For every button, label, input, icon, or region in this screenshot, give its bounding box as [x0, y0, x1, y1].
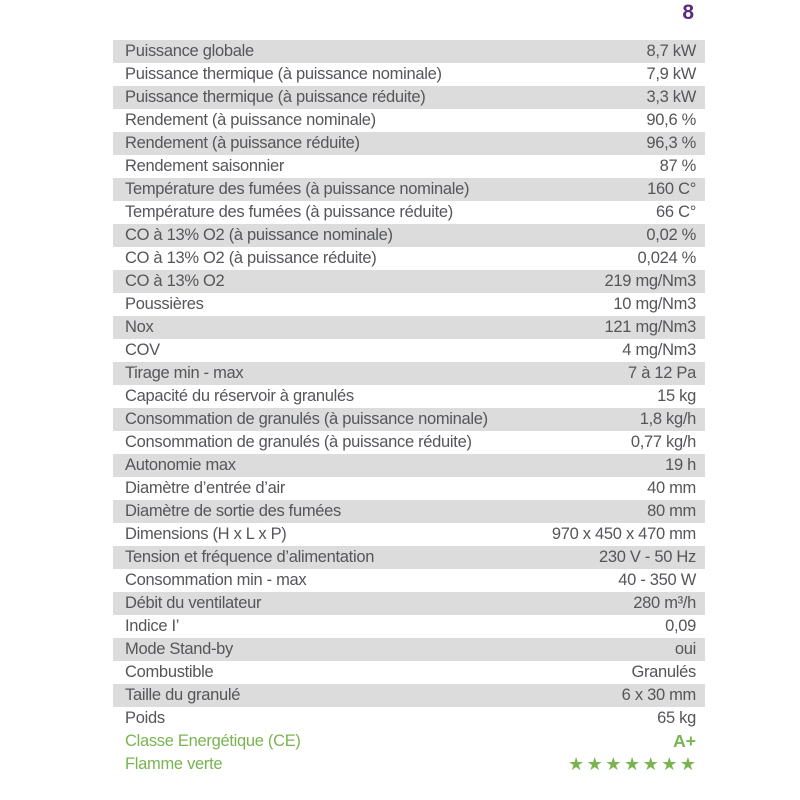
spec-label: Flamme verte — [125, 755, 223, 773]
spec-value: 6 x 30 mm — [621, 686, 696, 704]
spec-row — [113, 362, 705, 385]
energy-class-row — [113, 730, 705, 753]
spec-row — [113, 155, 705, 178]
spec-row — [113, 523, 705, 546]
spec-label: Diamètre d’entrée d’air — [125, 479, 286, 497]
spec-label: Tirage min - max — [125, 364, 244, 382]
spec-label: Rendement (à puissance réduite) — [125, 134, 360, 152]
spec-value: 1,8 kg/h — [639, 410, 696, 428]
star-rating: ★★★★★★★ — [568, 754, 699, 774]
spec-value: 96,3 % — [646, 134, 696, 152]
spec-row — [113, 477, 705, 500]
spec-row — [113, 661, 705, 684]
spec-row — [113, 293, 705, 316]
spec-label: CO à 13% O2 (à puissance réduite) — [125, 249, 377, 267]
spec-row — [113, 40, 705, 63]
spec-row — [113, 707, 705, 730]
spec-label: Dimensions (H x L x P) — [125, 525, 287, 543]
spec-row — [113, 63, 705, 86]
spec-label: CO à 13% O2 — [125, 272, 225, 290]
spec-value: 230 V - 50 Hz — [599, 548, 696, 566]
spec-value: 0,024 % — [637, 249, 696, 267]
spec-label: Indice I’ — [125, 617, 180, 635]
spec-row — [113, 316, 705, 339]
spec-label: COV — [125, 341, 160, 359]
spec-value: 80 mm — [647, 502, 696, 520]
spec-label: Puissance thermique (à puissance nominale) — [125, 65, 442, 83]
spec-row — [113, 638, 705, 661]
spec-value: 40 mm — [647, 479, 696, 497]
spec-row — [113, 132, 705, 155]
spec-row — [113, 86, 705, 109]
spec-label: Poussières — [125, 295, 204, 313]
spec-value: 0,02 % — [646, 226, 696, 244]
spec-value: 7 à 12 Pa — [628, 364, 696, 382]
spec-row — [113, 247, 705, 270]
spec-label: Consommation de granulés (à puissance nominale) — [125, 410, 488, 428]
spec-value: A+ — [673, 731, 696, 751]
spec-value: 0,09 — [665, 617, 696, 635]
spec-row — [113, 431, 705, 454]
spec-value: 3,3 kW — [646, 88, 696, 106]
spec-label: Mode Stand-by — [125, 640, 233, 658]
spec-value: 87 % — [659, 157, 696, 175]
spec-label: Consommation min - max — [125, 571, 307, 589]
spec-value: 0,77 kg/h — [630, 433, 696, 451]
spec-value: 10 mg/Nm3 — [613, 295, 696, 313]
spec-label: Température des fumées (à puissance nominale) — [125, 180, 470, 198]
spec-row — [113, 592, 705, 615]
spec-value: 4 mg/Nm3 — [622, 341, 696, 359]
spec-row — [113, 270, 705, 293]
spec-label: Débit du ventilateur — [125, 594, 262, 612]
spec-row — [113, 408, 705, 431]
spec-value: 65 kg — [657, 709, 696, 727]
spec-value: 19 h — [665, 456, 696, 474]
spec-row — [113, 500, 705, 523]
spec-label: Combustible — [125, 663, 214, 681]
spec-value: 40 - 350 W — [618, 571, 696, 589]
page-number: 8 — [682, 1, 694, 24]
spec-row — [113, 339, 705, 362]
spec-label: Taille du granulé — [125, 686, 241, 704]
spec-label: Consommation de granulés (à puissance réduite) — [125, 433, 472, 451]
spec-label: Température des fumées (à puissance réduite) — [125, 203, 453, 221]
spec-value: 121 mg/Nm3 — [604, 318, 696, 336]
spec-table — [113, 40, 705, 776]
spec-row — [113, 201, 705, 224]
spec-row — [113, 569, 705, 592]
spec-row — [113, 178, 705, 201]
flamme-verte-row — [113, 753, 705, 776]
spec-label: Classe Energétique (CE) — [125, 732, 301, 750]
spec-label: Puissance globale — [125, 42, 254, 60]
spec-value: 15 kg — [657, 387, 696, 405]
spec-label: Poids — [125, 709, 165, 727]
spec-row — [113, 684, 705, 707]
spec-label: Rendement (à puissance nominale) — [125, 111, 376, 129]
spec-row — [113, 385, 705, 408]
spec-value: oui — [674, 640, 696, 658]
spec-row — [113, 454, 705, 477]
spec-value: 160 C° — [647, 180, 696, 198]
spec-value: Granulés — [631, 663, 696, 681]
spec-value: 7,9 kW — [646, 65, 696, 83]
spec-value: 66 C° — [656, 203, 696, 221]
spec-label: Autonomie max — [125, 456, 236, 474]
spec-label: CO à 13% O2 (à puissance nominale) — [125, 226, 393, 244]
spec-row — [113, 546, 705, 569]
spec-label: Rendement saisonnier — [125, 157, 285, 175]
spec-row — [113, 109, 705, 132]
spec-label: Puissance thermique (à puissance réduite) — [125, 88, 426, 106]
spec-value: 8,7 kW — [646, 42, 696, 60]
spec-row — [113, 224, 705, 247]
spec-value: 280 m³/h — [633, 594, 696, 612]
spec-label: Diamètre de sortie des fumées — [125, 502, 341, 520]
spec-label: Capacité du réservoir à granulés — [125, 387, 354, 405]
spec-label: Nox — [125, 318, 154, 336]
spec-value: 970 x 450 x 470 mm — [551, 525, 696, 543]
spec-row — [113, 615, 705, 638]
spec-value: 90,6 % — [646, 111, 696, 129]
spec-value: 219 mg/Nm3 — [604, 272, 696, 290]
spec-label: Tension et fréquence d’alimentation — [125, 548, 375, 566]
